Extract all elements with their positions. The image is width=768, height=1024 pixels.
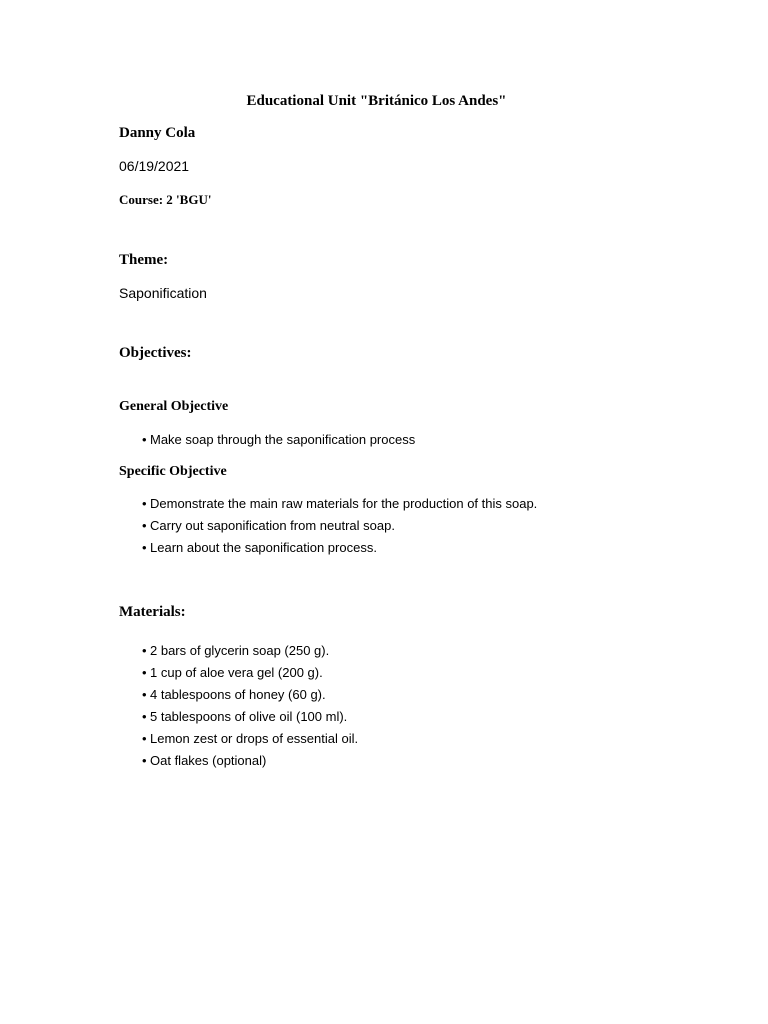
bullet-icon: • (142, 643, 147, 658)
bullet-icon: • (142, 753, 147, 768)
material-text: Oat flakes (optional) (150, 753, 267, 768)
general-objectives-list (142, 432, 415, 454)
materials-list (142, 643, 358, 775)
specific-objective-text: Demonstrate the main raw materials for the production of this soap. (150, 496, 538, 511)
list-item (142, 687, 358, 709)
bullet-icon: • (142, 731, 147, 746)
bullet-icon: • (142, 709, 147, 724)
bullet-icon: • (142, 540, 147, 555)
specific-objective-heading: Specific Objective (119, 464, 227, 479)
bullet-icon: • (142, 665, 147, 680)
material-text: 4 tablespoons of honey (60 g). (150, 687, 326, 702)
theme-heading: Theme: (119, 252, 169, 268)
document-date: 06/19/2021 (119, 158, 190, 174)
material-text: 1 cup of aloe vera gel (200 g). (150, 665, 323, 680)
bullet-icon: • (142, 518, 147, 533)
specific-objective-text: Learn about the saponification process. (150, 540, 377, 555)
list-item (142, 496, 537, 518)
bullet-icon: • (142, 432, 147, 447)
list-item (142, 643, 358, 665)
general-objective-text: Make soap through the saponification process (150, 432, 416, 447)
list-item (142, 432, 415, 454)
bullet-icon: • (142, 496, 147, 511)
general-objective-heading: General Objective (119, 399, 229, 414)
list-item (142, 540, 537, 562)
specific-objective-text: Carry out saponification from neutral soap. (150, 518, 395, 533)
list-item (142, 731, 358, 753)
specific-objectives-list (142, 496, 537, 562)
list-item (142, 665, 358, 687)
list-item (142, 753, 358, 775)
bullet-icon: • (142, 687, 147, 702)
objectives-heading: Objectives: (119, 345, 192, 361)
list-item (142, 709, 358, 731)
material-text: Lemon zest or drops of essential oil. (150, 731, 359, 746)
material-text: 5 tablespoons of olive oil (100 ml). (150, 709, 348, 724)
author-name: Danny Cola (119, 125, 196, 141)
material-text: 2 bars of glycerin soap (250 g). (150, 643, 330, 658)
list-item (142, 518, 537, 540)
theme-value: Saponification (119, 285, 207, 301)
course-label: Course: 2 'BGU' (119, 192, 212, 207)
materials-heading: Materials: (119, 604, 186, 620)
document-title: Educational Unit "Británico Los Andes" (246, 93, 507, 109)
